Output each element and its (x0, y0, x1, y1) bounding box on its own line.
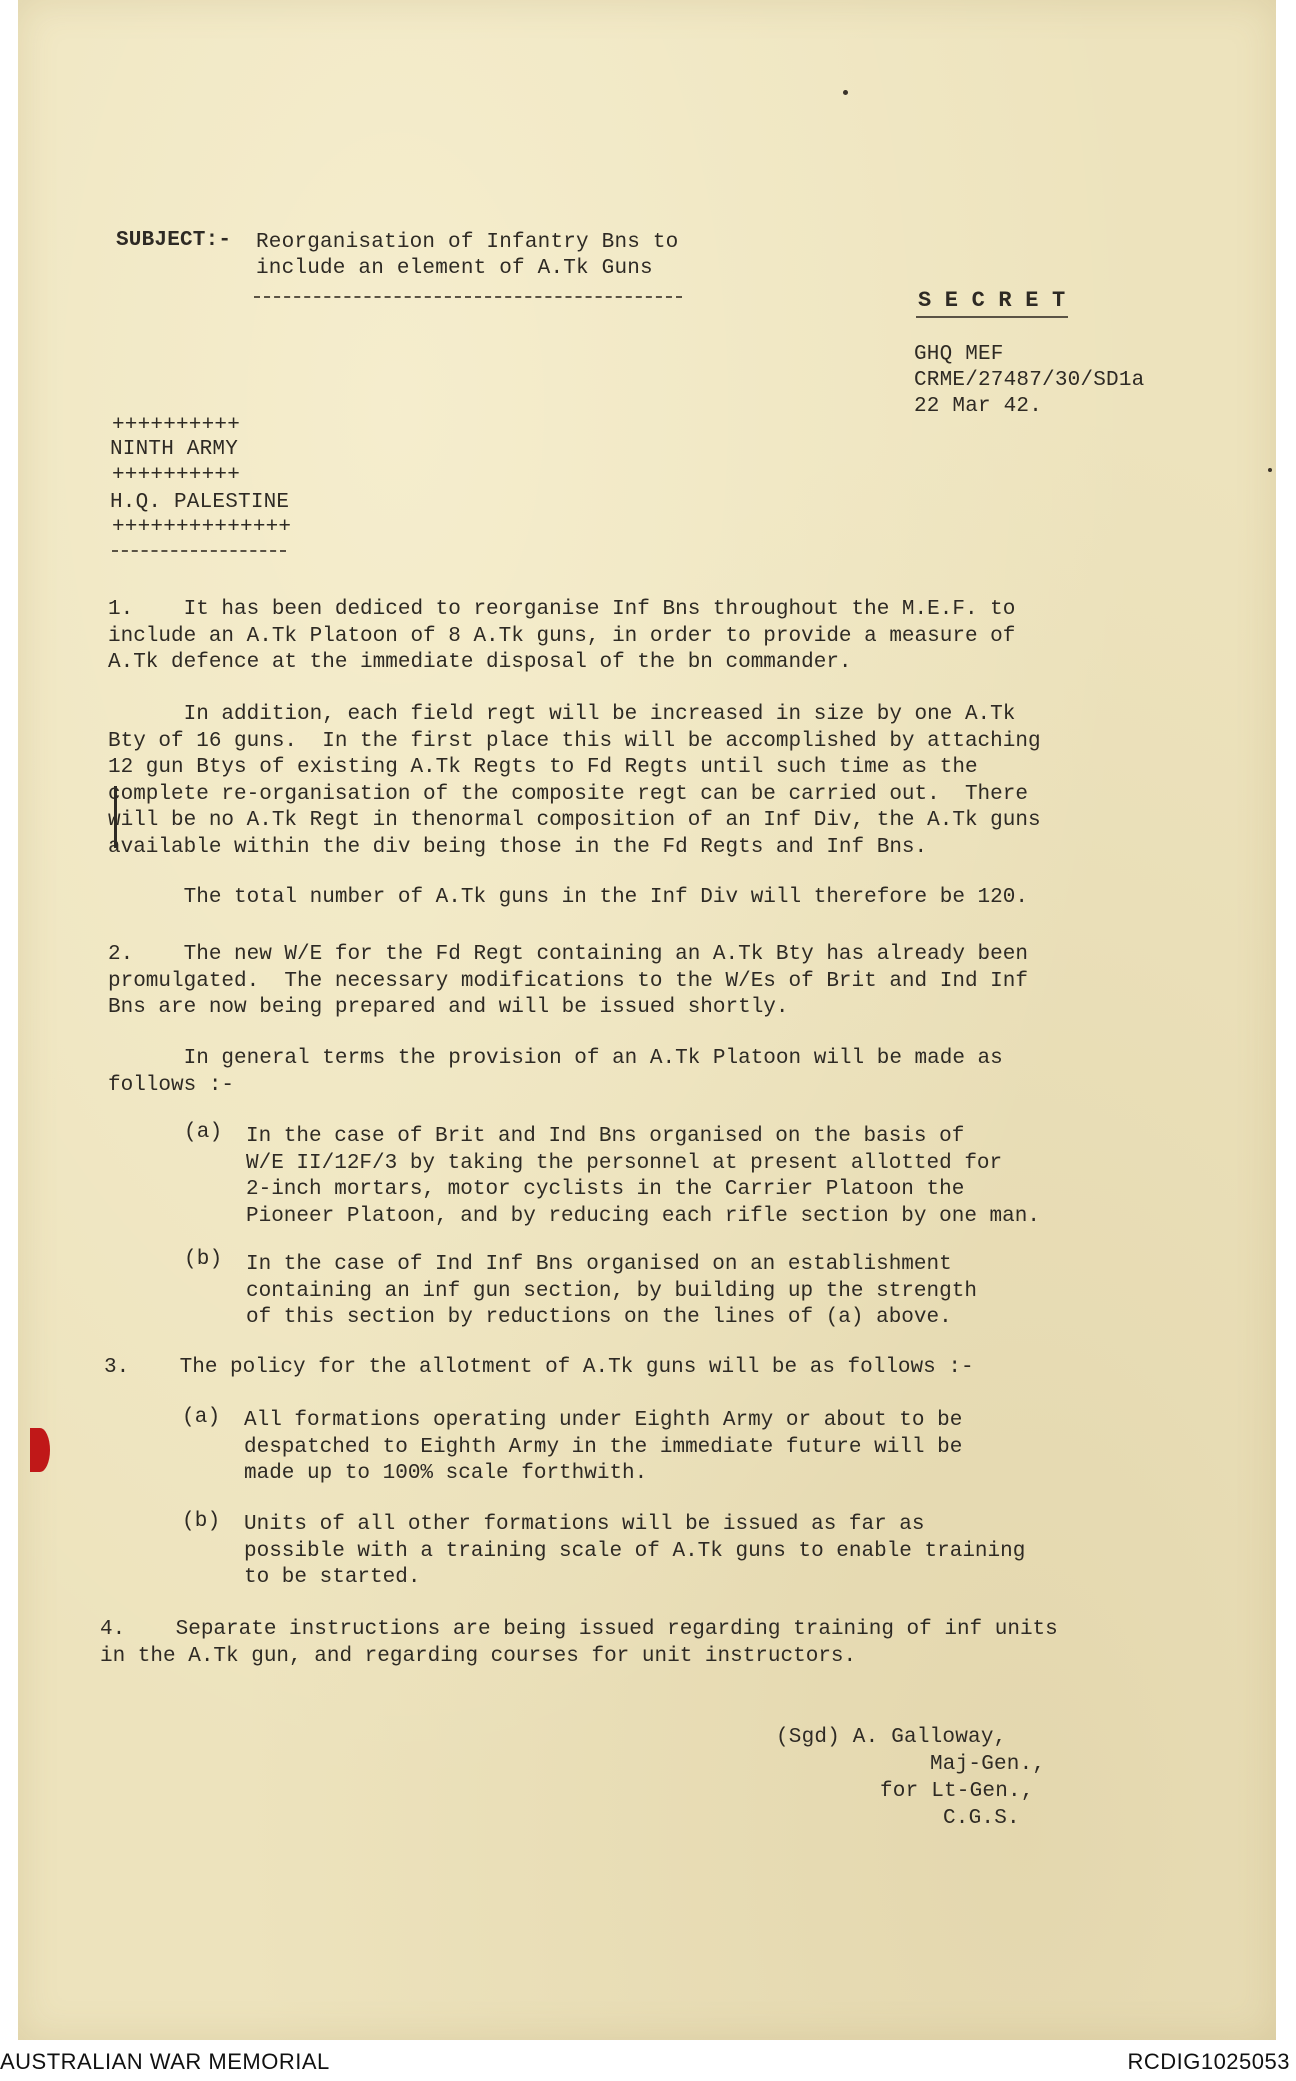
paragraph-line: W/E II/12F/3 by taking the personnel at present allotted for (246, 1151, 1003, 1175)
paragraph-line: The total number of A.Tk guns in the Inf Div will therefore be 120. (108, 886, 1028, 909)
reference-date: 22 Mar 42. (914, 395, 1043, 418)
paragraph-line: available within the div being those in the Fd Regts and Inf Bns. (108, 835, 928, 859)
paragraph-1-addition (108, 702, 1041, 861)
signature-rank: Maj-Gen., (930, 1753, 1046, 1776)
document-page (18, 0, 1276, 2040)
archive-institution: AUSTRALIAN WAR MEMORIAL (0, 2049, 330, 2074)
paragraph-line: 12 gun Btys of existing A.Tk Regts to Fd Regts until such time as the (108, 756, 978, 779)
paragraph-line: In addition, each field regt will be increased in size by one A.Tk (108, 703, 1016, 726)
paragraph-line: All formations operating under Eighth Army or about to be (244, 1409, 963, 1432)
paragraph-line: A.Tk defence at the immediate disposal of the bn commander. (108, 651, 852, 674)
subparagraph-marker: (b) (182, 1510, 221, 1533)
paragraph-line: of this section by reductions on the lines of (a) above. (246, 1306, 952, 1329)
paragraph-line: include an A.Tk Platoon of 8 A.Tk guns, in order to provide a measure of (108, 624, 1016, 648)
subparagraph-3a (244, 1408, 962, 1488)
paragraph-line: In the case of Ind Inf Bns organised on an establishment (246, 1253, 952, 1276)
recipient-divider: ++++++++++++++ (112, 516, 292, 539)
paragraph-line: in the A.Tk gun, and regarding courses for unit instructors. (100, 1644, 857, 1668)
paragraph-line: made up to 100% scale forthwith. (244, 1462, 648, 1485)
subparagraph-marker: (b) (184, 1248, 223, 1271)
paragraph-line: Pioneer Platoon, and by reducing each rifle section by one man. (246, 1204, 1040, 1228)
subject-underline (254, 296, 682, 298)
paragraph-line: Bty of 16 guns. In the first place this will be accomplished by attaching (108, 729, 1041, 753)
paragraph-3 (104, 1355, 974, 1382)
archive-catalogue-id: RCDIG1025053 (1127, 2049, 1290, 2074)
classification-underline (916, 316, 1068, 318)
paragraph-line: containing an inf gun section, by building up the strength (246, 1279, 977, 1303)
reference-hq: GHQ MEF (914, 343, 1004, 366)
paragraph-line: 2. The new W/E for the Fd Regt containing an A.Tk Bty has already been (108, 943, 1028, 966)
paragraph-line: complete re-organisation of the composite regt can be carried out. There (108, 782, 1028, 806)
subparagraph-marker: (a) (182, 1406, 221, 1429)
recipient-underline (112, 550, 286, 552)
paragraph-line: will be no A.Tk Regt in thenormal composition of an Inf Div, the A.Tk guns (108, 809, 1041, 832)
subparagraph-3b (244, 1512, 1025, 1592)
recipient-divider: ++++++++++ (112, 464, 241, 487)
paragraph-line: follows :- (108, 1073, 235, 1097)
signature-on-behalf: for Lt-Gen., (880, 1780, 1034, 1803)
paragraph-line: Units of all other formations will be issued as far as (244, 1513, 925, 1536)
recipient-ninth-army: NINTH ARMY (110, 438, 239, 461)
paragraph-2-general (108, 1046, 1003, 1099)
paper-mark (843, 90, 848, 95)
reference-file-number: CRME/27487/30/SD1a (914, 369, 1145, 392)
paragraph-1 (108, 597, 1015, 677)
paragraph-line: 1. It has been dediced to reorganise Inf Bns throughout the M.E.F. to (108, 598, 1016, 621)
paragraph-line: 4. Separate instructions are being issued regarding training of inf units (100, 1618, 1058, 1641)
paragraph-1-total (108, 885, 1028, 912)
paragraph-line: Bns are now being prepared and will be issued shortly. (108, 996, 789, 1019)
paragraph-line: despatched to Eighth Army in the immediate future will be (244, 1435, 963, 1459)
signature-name: (Sgd) A. Galloway, (776, 1726, 1007, 1749)
subparagraph-marker: (a) (184, 1121, 223, 1144)
paragraph-line: In general terms the provision of an A.Tk Platoon will be made as (108, 1047, 1003, 1070)
paragraph-line: 3. The policy for the allotment of A.Tk guns will be as follows :- (104, 1356, 974, 1379)
subparagraph-2a (246, 1124, 1040, 1230)
subject-line-1: Reorganisation of Infantry Bns to (256, 231, 679, 254)
paragraph-line: promulgated. The necessary modifications to the W/Es of Brit and Ind Inf (108, 969, 1028, 993)
paragraph-line: to be started. (244, 1566, 421, 1589)
classification: S E C R E T (918, 288, 1066, 313)
subject-label: SUBJECT:- (116, 229, 232, 252)
paragraph-line: 2-inch mortars, motor cyclists in the Carrier Platoon the (246, 1178, 965, 1201)
paragraph-4 (100, 1617, 1058, 1670)
recipient-divider: ++++++++++ (112, 414, 241, 437)
subject-line-2: include an element of A.Tk Guns (256, 257, 653, 280)
paragraph-line: In the case of Brit and Ind Bns organised on the basis of (246, 1125, 965, 1148)
paragraph-line: possible with a training scale of A.Tk guns to enable training (244, 1539, 1026, 1563)
signature-office: C.G.S. (943, 1807, 1020, 1830)
subparagraph-2b (246, 1252, 977, 1332)
paragraph-2 (108, 942, 1028, 1022)
paper-mark (1268, 468, 1272, 472)
recipient-hq-palestine: H.Q. PALESTINE (110, 491, 290, 514)
wax-seal-fragment (30, 1428, 50, 1472)
